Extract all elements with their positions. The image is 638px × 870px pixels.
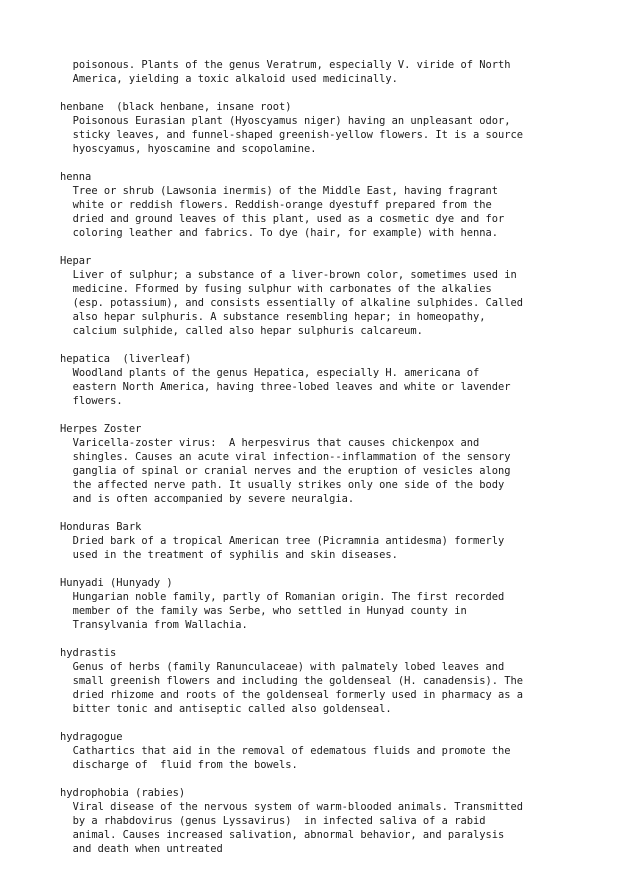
entry-term: hydrophobia (rabies) bbox=[60, 787, 186, 799]
entry-term: Herpes Zoster bbox=[60, 423, 142, 435]
definition-line: Woodland plants of the genus Hepatica, especially H. americana of bbox=[72, 367, 480, 379]
entry-term: henbane (black henbane, insane root) bbox=[60, 101, 292, 113]
entry-definition bbox=[60, 436, 620, 506]
entry-henna bbox=[60, 170, 620, 240]
definition-line: poisonous. Plants of the genus Veratrum, especially V. viride of North bbox=[72, 59, 511, 71]
definition-line: Transylvania from Wallachia. bbox=[72, 619, 248, 631]
entry-term: Hunyadi (Hunyady ) bbox=[60, 577, 173, 589]
definition-line: dried and ground leaves of this plant, used as a cosmetic dye and for bbox=[72, 213, 505, 225]
definition-line: hyoscyamus, hyoscamine and scopolamine. bbox=[72, 143, 317, 155]
entry-definition bbox=[60, 590, 620, 632]
entry-definition bbox=[60, 366, 620, 408]
entry-hydragogue bbox=[60, 730, 620, 772]
entry-term: hydrastis bbox=[60, 647, 117, 659]
definition-line: the affected nerve path. It usually strikes only one side of the body bbox=[72, 479, 505, 491]
definition-line: calcium sulphide, called also hepar sulphuris calcareum. bbox=[72, 325, 423, 337]
definition-line: ganglia of spinal or cranial nerves and the eruption of vesicles along bbox=[72, 465, 511, 477]
entry-hepatica bbox=[60, 352, 620, 408]
definition-line: and is often accompanied by severe neuralgia. bbox=[72, 493, 355, 505]
entry-hydrastis bbox=[60, 646, 620, 716]
entry-definition bbox=[60, 800, 620, 856]
definition-line: shingles. Causes an acute viral infection--inflammation of the sensory bbox=[72, 451, 511, 463]
entry-definition bbox=[60, 268, 620, 338]
definition-line: flowers. bbox=[72, 395, 123, 407]
entry-term: hydragogue bbox=[60, 731, 123, 743]
definition-line: Poisonous Eurasian plant (Hyoscyamus niger) having an unpleasant odor, bbox=[72, 115, 511, 127]
document-page bbox=[60, 58, 620, 870]
definition-line: coloring leather and fabrics. To dye (hair, for example) with henna. bbox=[72, 227, 498, 239]
definition-line: bitter tonic and antiseptic called also goldenseal. bbox=[72, 703, 392, 715]
entry-hydrophobia bbox=[60, 786, 620, 856]
definition-line: Dried bark of a tropical American tree (Picramnia antidesma) formerly bbox=[72, 535, 505, 547]
definition-line: Cathartics that aid in the removal of edematous fluids and promote the bbox=[72, 745, 511, 757]
definition-line: America, yielding a toxic alkaloid used medicinally. bbox=[72, 73, 398, 85]
definition-line: Tree or shrub (Lawsonia inermis) of the Middle East, having fragrant bbox=[72, 185, 498, 197]
entry-hepar bbox=[60, 254, 620, 338]
entry-definition bbox=[60, 744, 620, 772]
entry-hunyadi bbox=[60, 576, 620, 632]
entry-veratrum-continuation bbox=[60, 58, 620, 86]
definition-line: white or reddish flowers. Reddish-orange dyestuff prepared from the bbox=[72, 199, 492, 211]
definition-line: Liver of sulphur; a substance of a liver-brown color, sometimes used in bbox=[72, 269, 517, 281]
definition-line: by a rhabdovirus (genus Lyssavirus) in infected saliva of a rabid bbox=[72, 815, 486, 827]
definition-line: and death when untreated bbox=[72, 843, 223, 855]
entry-henbane bbox=[60, 100, 620, 156]
definition-line: small greenish flowers and including the goldenseal (H. canadensis). The bbox=[72, 675, 524, 687]
definition-line: Hungarian noble family, partly of Romanian origin. The first recorded bbox=[72, 591, 505, 603]
entry-herpes-zoster bbox=[60, 422, 620, 506]
definition-line: Varicella-zoster virus: A herpesvirus that causes chickenpox and bbox=[72, 437, 480, 449]
definition-line: member of the family was Serbe, who settled in Hunyad county in bbox=[72, 605, 467, 617]
definition-line: Genus of herbs (family Ranunculaceae) with palmately lobed leaves and bbox=[72, 661, 505, 673]
definition-line: also hepar sulphuris. A substance resembling hepar; in homeopathy, bbox=[72, 311, 486, 323]
definition-line: medicine. Fformed by fusing sulphur with carbonates of the alkalies bbox=[72, 283, 492, 295]
definition-line: Viral disease of the nervous system of warm-blooded animals. Transmitted bbox=[72, 801, 524, 813]
definition-line: sticky leaves, and funnel-shaped greenish-yellow flowers. It is a source bbox=[72, 129, 524, 141]
entry-term: Hepar bbox=[60, 255, 92, 267]
entry-term: hepatica (liverleaf) bbox=[60, 353, 192, 365]
entry-term: henna bbox=[60, 171, 92, 183]
definition-line: discharge of fluid from the bowels. bbox=[72, 759, 298, 771]
definition-line: dried rhizome and roots of the goldenseal formerly used in pharmacy as a bbox=[72, 689, 524, 701]
entry-definition bbox=[60, 58, 620, 86]
entry-definition bbox=[60, 114, 620, 156]
entry-definition bbox=[60, 660, 620, 716]
entry-term: Honduras Bark bbox=[60, 521, 142, 533]
entry-definition bbox=[60, 184, 620, 240]
definition-line: animal. Causes increased salivation, abnormal behavior, and paralysis bbox=[72, 829, 505, 841]
definition-line: (esp. potassium), and consists essentially of alkaline sulphides. Called bbox=[72, 297, 524, 309]
entry-definition bbox=[60, 534, 620, 562]
definition-line: used in the treatment of syphilis and skin diseases. bbox=[72, 549, 398, 561]
entry-honduras-bark bbox=[60, 520, 620, 562]
definition-line: eastern North America, having three-lobed leaves and white or lavender bbox=[72, 381, 511, 393]
